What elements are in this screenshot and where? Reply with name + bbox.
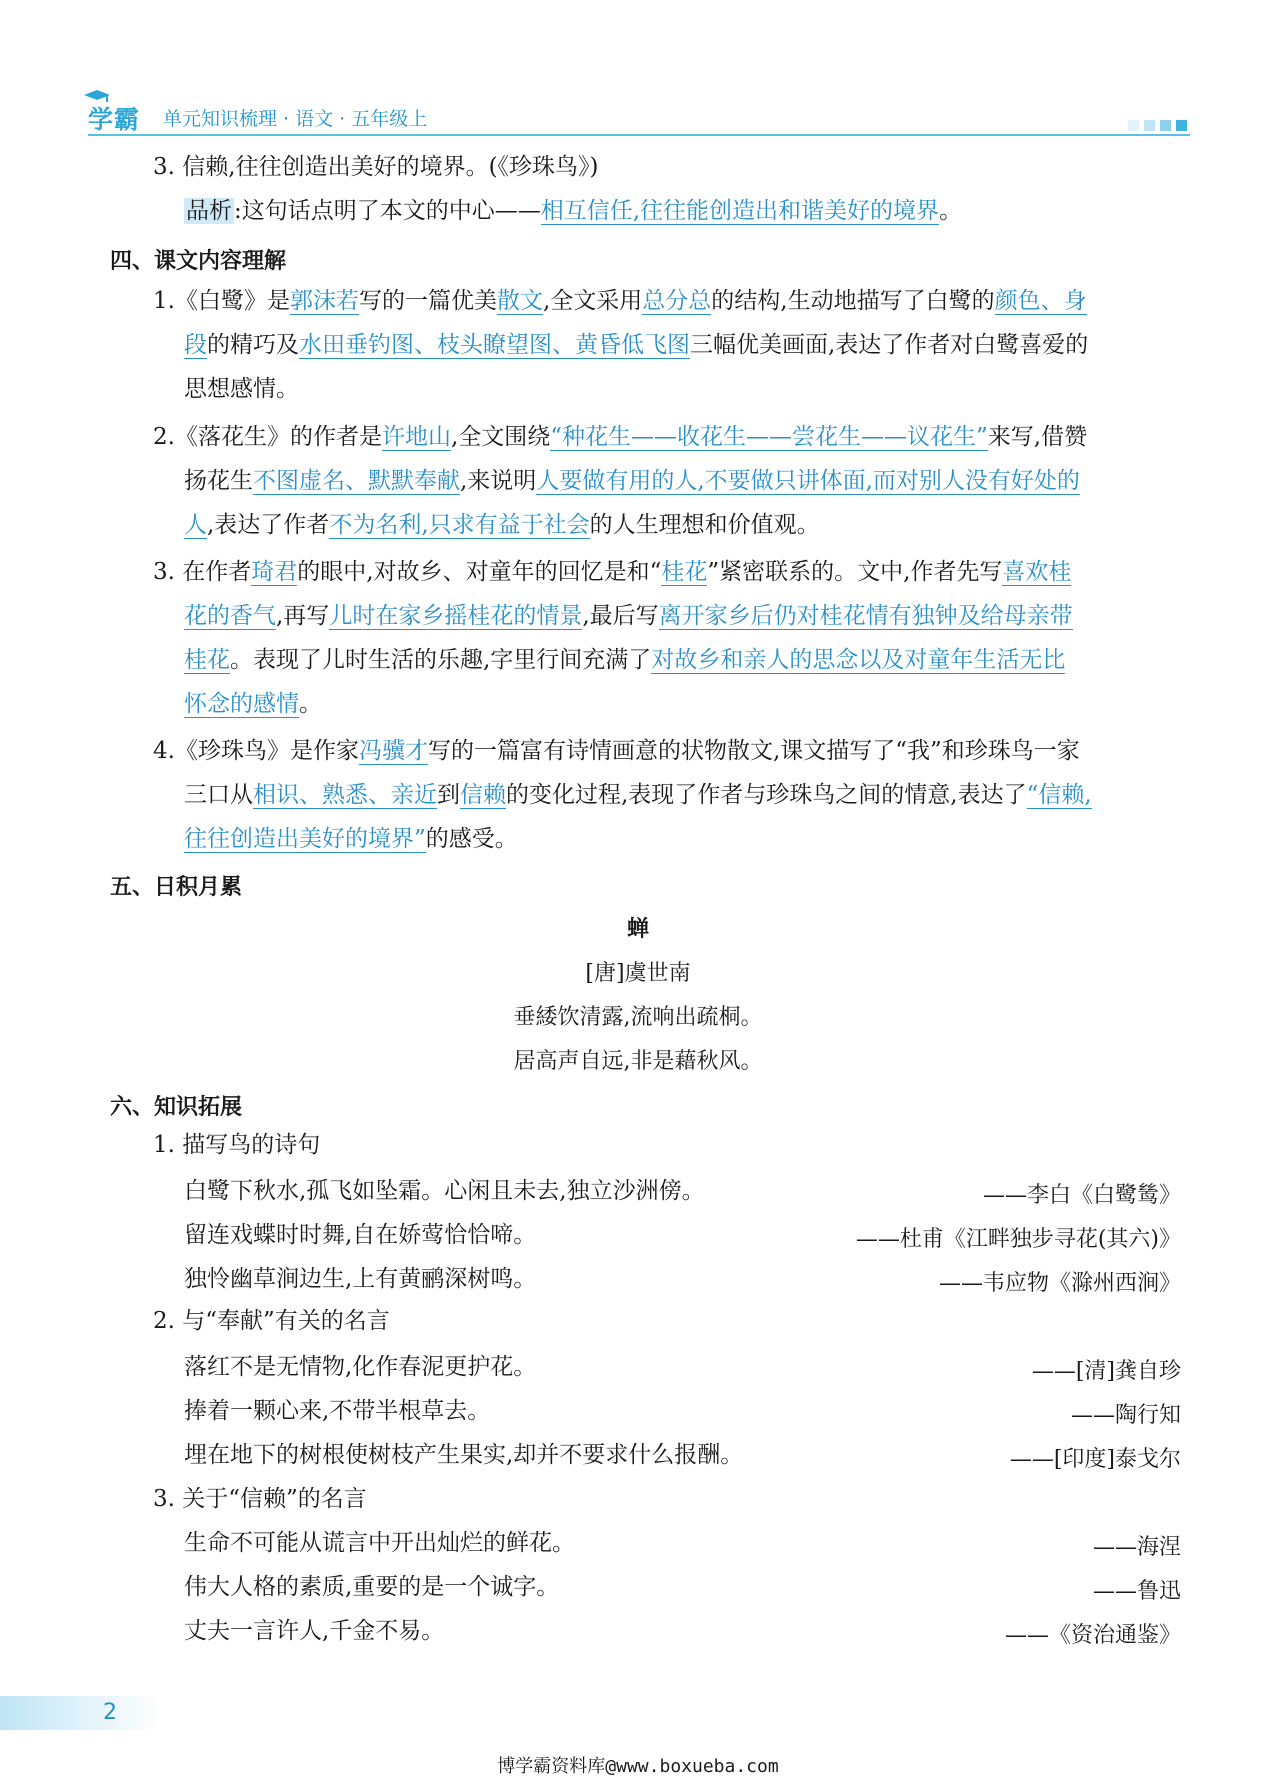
quote-source: ——《资治通鉴》 xyxy=(1004,1623,1181,1648)
header-square xyxy=(1144,120,1155,131)
analysis: 品析:这句话点明了本文的中心——相互信任,往往能创造出和谐美好的境界。 xyxy=(186,198,963,224)
quote-text: 伟大人格的素质,重要的是一个诚字。 xyxy=(184,1574,560,1600)
section-5-title: 五、日积月累 xyxy=(110,875,243,900)
poem-author: [唐]虞世南 xyxy=(585,961,691,986)
page-header xyxy=(88,96,1190,136)
quote-text: 落红不是无情物,化作春泥更护花。 xyxy=(184,1354,537,1380)
quote-source: ——海涅 xyxy=(1092,1535,1181,1560)
quote-text: 丈夫一言许人,千金不易。 xyxy=(184,1618,445,1644)
sentence-3: 3. 信赖,往往创造出美好的境界。(《珍珠鸟》) xyxy=(153,154,599,180)
header-rule xyxy=(88,134,1190,136)
quote-source: ——[清]龚自珍 xyxy=(1031,1359,1181,1384)
quote-source: ——韦应物《滁州西涧》 xyxy=(938,1271,1181,1296)
poem-title: 蝉 xyxy=(626,916,649,942)
quote-text: 捧着一颗心来,不带半根草去。 xyxy=(184,1398,491,1424)
quote-text: 留连戏蝶时时舞,自在娇莺恰恰啼。 xyxy=(184,1222,537,1248)
poem-line: 垂緌饮清露,流响出疏桐。 xyxy=(513,1005,763,1030)
quote-source: ——鲁迅 xyxy=(1092,1579,1181,1604)
group-1-title: 1. 描写鸟的诗句 xyxy=(153,1132,321,1158)
quote-text: 埋在地下的树根使树枝产生果实,却并不要求什么报酬。 xyxy=(184,1442,744,1468)
quote-text: 独怜幽草涧边生,上有黄鹂深树鸣。 xyxy=(184,1266,537,1292)
brand-logo: 学霸 xyxy=(88,105,141,134)
quote-text: 白鹭下秋水,孤飞如坠霜。心闲且未去,独立沙洲傍。 xyxy=(184,1178,705,1204)
header-subtitle: 单元知识梳理 · 语文 · 五年级上 xyxy=(163,108,428,130)
section-6-title: 六、知识拓展 xyxy=(110,1095,243,1120)
quote-source: ——李白《白鹭鸶》 xyxy=(982,1183,1181,1208)
page-number: 2 xyxy=(103,1700,117,1725)
group-2-title: 2. 与“奉献”有关的名言 xyxy=(153,1308,390,1334)
analysis-tag: 品析 xyxy=(186,198,232,224)
quote-text: 生命不可能从谎言中开出灿烂的鲜花。 xyxy=(184,1530,575,1556)
group-3-title: 3. 关于“信赖”的名言 xyxy=(153,1486,367,1512)
quote-source: ——杜甫《江畔独步寻花(其六)》 xyxy=(855,1227,1181,1252)
header-square xyxy=(1128,120,1139,131)
header-square xyxy=(1176,120,1187,131)
page-number-band xyxy=(0,1696,160,1730)
section-4-title: 四、课文内容理解 xyxy=(110,249,287,274)
header-square xyxy=(1160,120,1171,131)
footer-watermark: 博学霸资料库@www.boxueba.com xyxy=(497,1756,779,1777)
quote-source: ——[印度]泰戈尔 xyxy=(1009,1447,1181,1472)
quote-source: ——陶行知 xyxy=(1070,1403,1181,1428)
poem-line: 居高声自远,非是藉秋风。 xyxy=(513,1049,763,1074)
